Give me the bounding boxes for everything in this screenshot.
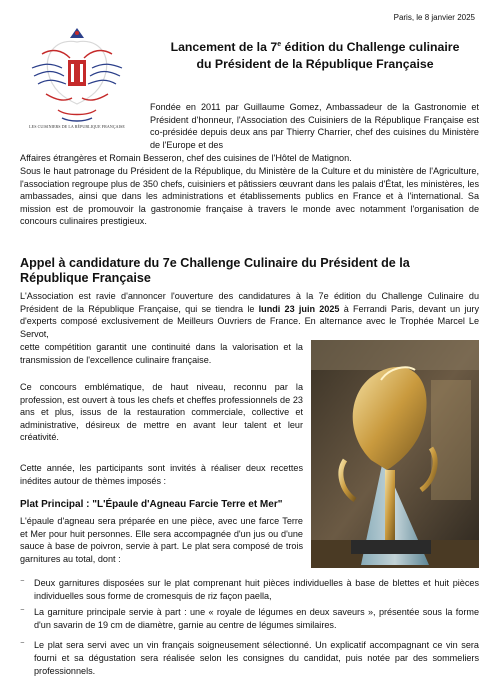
section-heading: Appel à candidature du 7e Challenge Culinaire du Président de la République Française xyxy=(20,256,410,285)
trophy-photo xyxy=(311,340,479,568)
call-paragraph-3: Cette année, les participants sont invités à réaliser deux recettes inédites autour de thèmes imposés : xyxy=(20,463,303,486)
intro-paragraph-1: Fondée en 2011 par Guillaume Gomez, Ambassadeur de la Gastronomie et Président d'honneur, l'Association des Cuisiniers de la République Française est co-présidée depuis deux ans par Thierry Charrier, chef des cuisines du Ministère de l'Europe et des xyxy=(150,102,479,150)
list-item: ⁻ Le plat sera servi avec un vin français soigneusement sélectionné. Un explicatif accompagnant ce vin sera fourni et sa dégustation sera réalisée selon les consignes du candidat, puis notée par des sommeliers professionnels. xyxy=(20,639,479,676)
logo-caption: LES CUISINIERS DE LA RÉPUBLIQUE FRANÇAISE xyxy=(29,124,125,129)
call-paragraph-1: L'Association est ravie d'annoncer l'ouverture des candidatures à la 7e édition du Challenge Culinaire du Président de la République Française, qui se tiendra le lundi 23 juin 2025 à Ferrandi Paris, devant un jury d'experts composé exclusivement de Meilleurs Ouvriers de France. En alternance avec le Trophée Marcel Le Servot, xyxy=(20,291,479,339)
plat-principal-title: Plat Principal : "L'Épaule d'Agneau Farcie Terre et Mer" xyxy=(20,499,283,510)
intro-paragraph-1-continued: Affaires étrangères et Romain Besseron, chef des cuisines de l'Hôtel de Matignon. xyxy=(20,153,352,163)
list-item: ⁻ Deux garnitures disposées sur le plat comprenant huit pièces individuelles à base de blettes et huit pièces individuelles sous forme de cromesquis de riz façon paella, xyxy=(20,577,479,601)
document-date: Paris, le 8 janvier 2025 xyxy=(393,13,475,22)
page-title: Lancement de la 7e édition du Challenge culinaire du Président de la République Française xyxy=(170,40,460,72)
call-paragraph-2: Ce concours emblématique, de haut niveau, reconnu par la profession, est ouvert à tous les chefs et cheffes professionnels de 23 ans et plus, issus de la restauration commerciale, collective et administrative, désireux de mettre en avant leur talent et leur créativité. xyxy=(20,382,303,443)
garniture-list xyxy=(20,577,479,681)
intro-paragraph-2: Sous le haut patronage du Président de la République, du Ministère de la Culture et du ministère de l'Agriculture, l'association regroupe plus de 350 chefs, cuisiniers et pâtissiers œuvrant dans les palais d'État, les ministères, les ambassades, ainsi que dans les administrations et établissements publics en France et à l'international. Sa mission est de promouvoir la gastronomie française à travers le monde avec notamment l'organisation de concours culinaires prestigieux. xyxy=(20,166,479,227)
plat-paragraph: L'épaule d'agneau sera préparée en une pièce, avec une farce Terre et Mer pour huit personnes. Elle sera accompagnée d'un jus ou d'une sauce à base de poivron, servie à part. Le plat sera composé de trois garnitures au total, dont : xyxy=(20,516,303,564)
call-paragraph-1-continued: cette compétition garantit une continuité dans la valorisation et la transmission de l'excellence culinaire française. xyxy=(20,342,303,365)
association-logo xyxy=(18,24,136,136)
list-item: ⁻ La garniture principale servie à part : une « royale de légumes en deux saveurs », présentée sous la forme d'un savarin de 19 cm de diamètre, garnie au centre de légumes similaires. xyxy=(20,606,479,630)
